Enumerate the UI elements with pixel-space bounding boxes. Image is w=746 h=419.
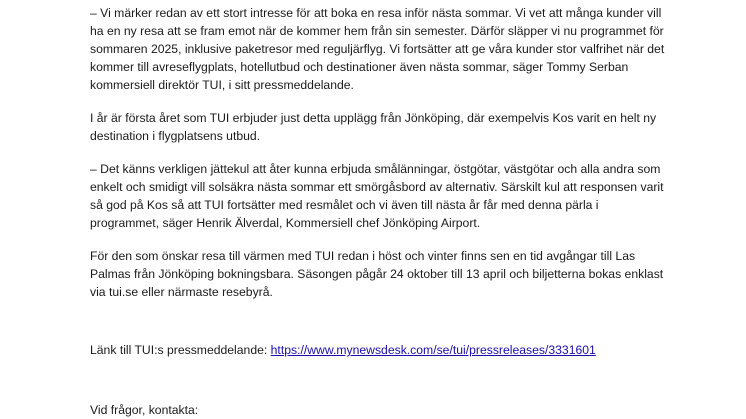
contact-heading: Vid frågor, kontakta: [90, 403, 199, 417]
press-release-link[interactable]: https://www.mynewsdesk.com/se/tui/pressreleases/3331601 [270, 343, 596, 357]
spacer [90, 316, 670, 341]
article-body [90, 4, 670, 419]
paragraph-first-year: I år är första året som TUI erbjuder just detta upplägg från Jönköping, där exempelvis Kos varit en helt ny destination i flygplatsens utbud. [90, 111, 657, 143]
quote-paragraph-tui: – Vi märker redan av ett stort intresse för att boka en resa inför nästa sommar. Vi vet att många kunder vill ha en ny resa att se fram emot när de kommer hem från sin semester. Därför släpper vi nu programmet för sommaren 2025, inklusive paketresor med reguljärflyg. Vi fortsätter att ge våra kunder stor valfrihet när det kommer till avreseflygplats, hotellutbud och destinationer även nästa sommar, säger Tommy Serban kommersiell direktör TUI, i sitt pressmeddelande. [90, 6, 665, 92]
quote-paragraph-airport: – Det känns verkligen jättekul att åter kunna erbjuda smålänningar, östgötar, västgötar och alla andra som enkelt och smidigt vill solsäkra nästa sommar ett smörgåsbord av alternativ. Särskilt kul att responsen varit så god på Kos så att TUI fortsätter med resmålet och vi även till nästa år får med denna pärla i programmet, säger Henrik Älverdal, Kommersiell chef Jönköping Airport. [90, 162, 664, 230]
link-label: Länk till TUI:s pressmeddelande: [90, 343, 271, 357]
press-release-link-line [90, 341, 670, 359]
paragraph-las-palmas: För den som önskar resa till värmen med TUI redan i höst och vinter finns sen en tid avgångar till Las Palmas från Jönköping bokningsbara. Säsongen pågår 24 oktober till 13 april och biljetterna bokas enklast via tui.se eller närmaste resebyrå. [90, 249, 664, 299]
